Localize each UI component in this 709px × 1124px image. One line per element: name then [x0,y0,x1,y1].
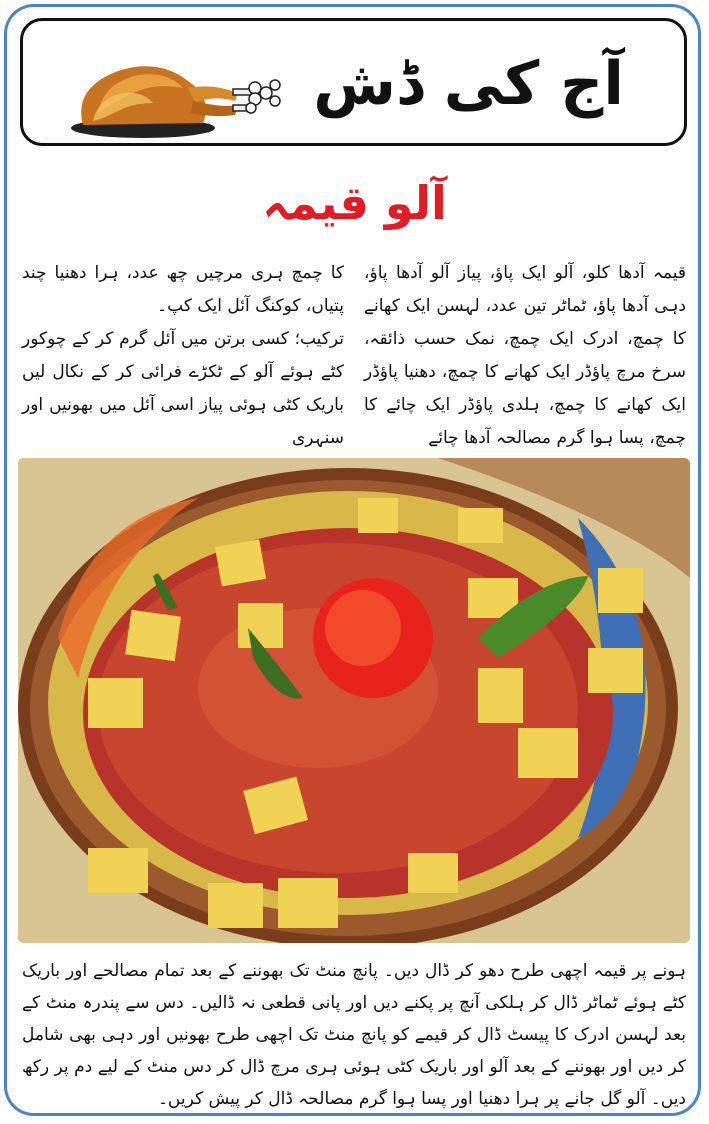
title-banner [20,18,687,146]
left-column [22,257,344,455]
roast-chicken-icon [63,43,293,143]
method-continued: ہونے پر قیمہ اچھی طرح دھو کر ڈال دیں۔ پانچ منٹ تک بھوننے کے بعد تمام مصالحے اور باریک کٹے ہوئے ٹماٹر ڈال کر ہلکی آنچ پر پکنے دیں اور پانی قطعی نہ ڈالیں۔ دس سے پندرہ منٹ کے بعد لہسن ادرک کا پیسٹ ڈال کر قیمے کو پانچ منٹ تک اچھی طرح بھونیں اور دہی بھی شامل کر دیں اور بھوننے کے بعد آلو اور باریک کٹی ہوئی ہری مرچ ڈال کر دس منٹ کے لیے دم پر رکھ دیں۔ آلو گل جانے پر ہرا دھنیا اور پسا ہوا گرم مصالحہ ڈال کر پیش کریں۔ [22,961,686,1109]
ingredients-continued: کا چمچ ہری مرچیں چھ عدد، ہرا دھنیا چند پتیاں، کوکنگ آئل ایک کپ۔ [22,263,344,316]
method-intro: ترکیب؛ کسی برتن میں آئل گرم کر کے چوکور کٹے ہوئے آلو کے ٹکڑے فرائی کر کے نکال لیں باریک کٹی ہوئی پیاز اسی آئل میں بھونیں اور سنہری [22,329,344,448]
dish-title: آلو قیمہ [262,176,447,230]
dish-photo [18,458,690,943]
page-title: آج کی ڈش [313,49,624,119]
ingredients-text: قیمہ آدھا کلو، آلو ایک پاؤ، پیاز آلو آدھا پاؤ، دہی آدھا پاؤ، ٹماٹر تین عدد، لہسن ایک کھانے کا چمچ، ادرک ایک چمچ، نمک حسب ذائقہ، سرخ مرچ پاؤڈر ایک کھانے کا چمچ، دھنیا پاؤڈر ایک کھانے کا چمچ، ہلدی پاؤڈر ایک چائے کا چمچ، پسا ہوا گرم مصالحہ آدھا چائے [364,263,686,448]
